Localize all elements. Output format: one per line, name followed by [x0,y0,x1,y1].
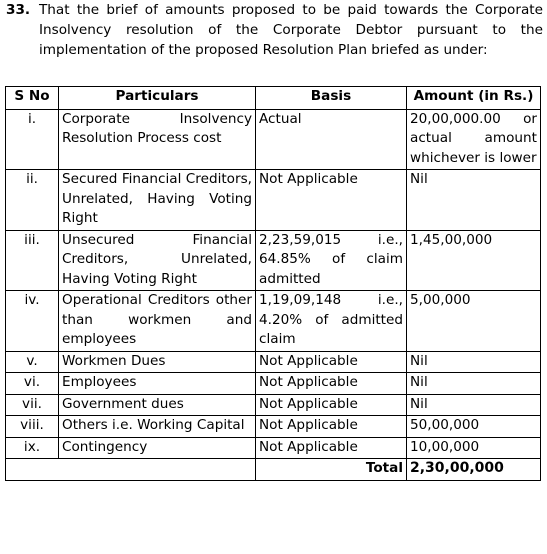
row-amount: 20,00,000.00 or actual amount whichever is lower [407,109,541,170]
row-particulars: Government dues [59,394,256,416]
row-basis: Not Applicable [256,351,407,373]
row-basis: Not Applicable [256,437,407,459]
row-basis: Not Applicable [256,394,407,416]
row-sno: iv. [6,291,59,352]
paragraph-text: That the brief of amounts proposed to be paid towards the Corporate Insolvency resolution of the Corporate Debtor pursuant to the implementation of the proposed Resolution Plan briefed as under: [39,2,543,58]
row-basis: Not Applicable [256,416,407,438]
row-basis: Actual [256,109,407,170]
row-sno: viii. [6,416,59,438]
row-particulars: Employees [59,373,256,395]
row-sno: iii. [6,230,59,291]
row-sno: v. [6,351,59,373]
row-particulars: Others i.e. Working Capital [59,416,256,438]
table-row [6,416,541,438]
row-amount: Nil [407,394,541,416]
total-blank-cell [59,459,256,481]
table-row [6,351,541,373]
row-sno: ii. [6,170,59,231]
row-particulars: Contingency [59,437,256,459]
row-amount: Nil [407,373,541,395]
row-sno: vi. [6,373,59,395]
table-row [6,437,541,459]
table-row [6,230,541,291]
table-row [6,373,541,395]
row-particulars: Secured Financial Creditors, Unrelated, Having Voting Right [59,170,256,231]
header-sno: S No [6,87,59,110]
row-amount: 50,00,000 [407,416,541,438]
row-amount: 1,45,00,000 [407,230,541,291]
row-basis: Not Applicable [256,170,407,231]
row-particulars: Workmen Dues [59,351,256,373]
row-particulars: Operational Creditors other than workmen and employees [59,291,256,352]
header-particulars: Particulars [59,87,256,110]
row-amount: 10,00,000 [407,437,541,459]
header-basis: Basis [256,87,407,110]
intro-paragraph [6,0,543,60]
row-sno: ix. [6,437,59,459]
row-amount: Nil [407,170,541,231]
row-basis: 1,19,09,148 i.e., 4.20% of admitted claim [256,291,407,352]
total-blank-cell [6,459,59,481]
total-value: 2,30,00,000 [407,459,541,481]
table-row [6,394,541,416]
row-sno: vii. [6,394,59,416]
paragraph-number: 33. [6,2,31,18]
total-label: Total [256,459,407,481]
table-row [6,291,541,352]
table-row [6,109,541,170]
table-row [6,170,541,231]
row-particulars: Unsecured Financial Creditors, Unrelated, Having Voting Right [59,230,256,291]
header-amount: Amount (in Rs.) [407,87,541,110]
row-particulars: Corporate Insolvency Resolution Process cost [59,109,256,170]
row-amount: 5,00,000 [407,291,541,352]
row-basis: 2,23,59,015 i.e., 64.85% of claim admitted [256,230,407,291]
row-sno: i. [6,109,59,170]
row-amount: Nil [407,351,541,373]
table-header-row [6,87,541,110]
total-row [6,459,541,481]
amounts-table [5,86,541,481]
row-basis: Not Applicable [256,373,407,395]
